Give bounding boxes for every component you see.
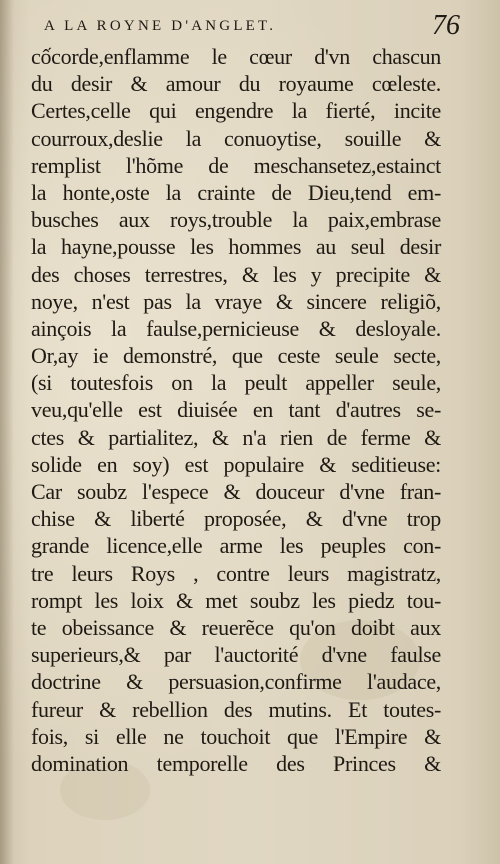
text-line: cốcorde,enflamme le cœur d'vn chascun (31, 44, 441, 69)
text-line: doctrine & persuasion,confirme l'audace, (31, 669, 441, 695)
text-line: solide en soy) est populaire & seditieuse: (31, 451, 441, 477)
text-line: te obeissance & reuerẽce qu'on doibt aux (31, 614, 441, 640)
page-header (30, 4, 480, 40)
text-line: ctes & partialitez, & n'a rien de ferme & (31, 424, 441, 450)
text-line: remplist l'hõme de meschansetez,estainct (31, 152, 441, 178)
text-line: Car soubz l'espece & douceur d'vne fran- (31, 479, 441, 504)
text-line: busches aux roys,trouble la paix,embrase (31, 207, 441, 233)
body-text (31, 43, 441, 777)
text-line: fois, si elle ne touchoit que l'Empire & (31, 723, 441, 749)
text-line: superieurs,& par l'auctorité d'vne faulse (31, 642, 441, 668)
text-line: chise & liberté proposée, & d'vne trop (31, 506, 441, 532)
text-line: domination temporelle des Princes & (31, 750, 441, 776)
text-line: courroux,deslie la conuoytise, souille & (31, 125, 441, 151)
text-line: ainçois la faulse,pernicieuse & desloyale. (31, 315, 441, 341)
gutter-shadow (0, 0, 14, 864)
text-line: tre leurs Roys , contre leurs magistratz, (31, 560, 441, 586)
text-line: veu,qu'elle est diuisée en tant d'autres se- (31, 397, 441, 423)
text-line: rompt les loix & met soubz les piedz tou- (31, 587, 441, 613)
text-line: noye, n'est pas la vraye & sincere religiõ, (31, 288, 441, 314)
text-line: Or,ay ie demonstré, que ceste seule secte, (31, 343, 441, 369)
text-line: la honte,oste la crainte de Dieu,tend em- (31, 179, 441, 205)
text-line: (si toutesfois on la peult appeller seule, (31, 370, 441, 396)
text-line: du desir & amour du royaume cœleste. (31, 71, 441, 97)
running-head: A LA ROYNE D'ANGLET. (44, 18, 277, 34)
page-number: 76 (432, 10, 460, 41)
text-line: des choses terrestres, & les y precipite & (31, 261, 441, 287)
text-line: fureur & rebellion des mutins. Et toutes- (31, 696, 441, 722)
text-line: Certes,celle qui engendre la fierté, incite (31, 98, 441, 124)
text-line: la hayne,pousse les hommes au seul desir (31, 234, 441, 260)
text-line: grande licence,elle arme les peuples con- (31, 533, 441, 559)
